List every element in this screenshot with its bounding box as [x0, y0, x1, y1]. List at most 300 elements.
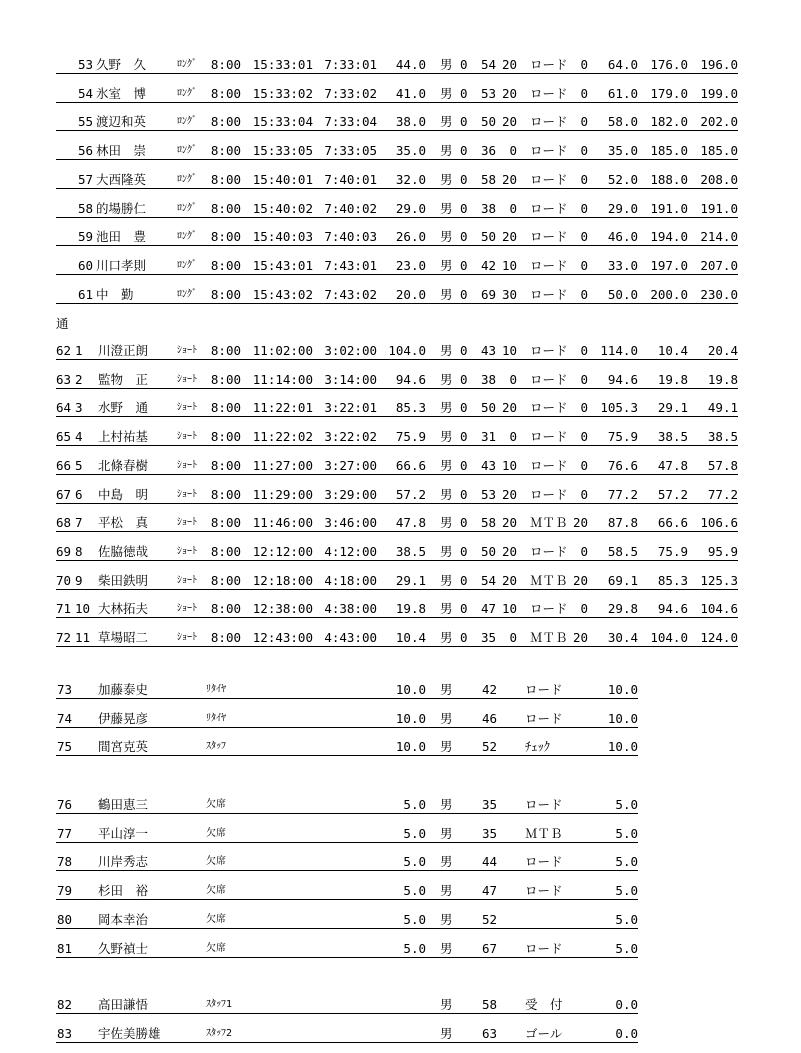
age-cell: 47: [480, 601, 496, 617]
name-cell: 久野禎士: [98, 940, 149, 956]
age-cell: 46: [482, 710, 498, 726]
course-cell: ｼｮｰﾄ: [177, 431, 197, 443]
zero-cell: 0: [460, 543, 468, 559]
bike-bonus-cell: 0: [580, 85, 588, 101]
start-cell: 8:00: [210, 429, 241, 445]
number-cell: 83: [57, 1025, 73, 1041]
number-cell: 78: [57, 854, 73, 870]
sex-cell: 男: [440, 257, 453, 273]
bike-bonus-cell: 0: [580, 286, 588, 302]
points-cell: 5.0: [403, 854, 426, 870]
age-cell: 63: [482, 1025, 498, 1041]
short-table-row: [0, 453, 801, 475]
bike-cell: ロード: [525, 710, 563, 726]
finish-cell: 12:18:00: [252, 572, 313, 588]
start-cell: 8:00: [210, 229, 241, 245]
bike-bonus-cell: 20: [572, 515, 588, 531]
start-cell: 8:00: [210, 200, 241, 216]
time-cell: 7:43:02: [324, 286, 377, 302]
name-cell: 加藤泰史: [98, 682, 149, 697]
zero-cell: 0: [460, 171, 468, 187]
bonus-cell: 0: [509, 371, 517, 387]
bike-cell: ロード: [530, 200, 568, 216]
sex-cell: 男: [440, 854, 453, 870]
status-cell: 欠席: [206, 827, 226, 839]
row-underline: [56, 217, 738, 218]
total-cell: 208.0: [700, 171, 738, 187]
finish-cell: 15:33:05: [252, 143, 313, 159]
total-cell: 214.0: [700, 229, 738, 245]
number-cell: 76: [57, 797, 73, 812]
bike-bonus-cell: 0: [580, 343, 588, 358]
start-cell: 8:00: [210, 486, 241, 502]
row-underline: [56, 589, 738, 590]
row-underline: [56, 899, 638, 900]
subtotal-cell: 87.8: [607, 515, 638, 531]
long-table-row: [0, 196, 801, 218]
number-cell: 55: [77, 114, 93, 130]
name-cell: 渡辺和英: [96, 114, 147, 130]
zero-cell: 0: [460, 229, 468, 245]
number-cell: 66: [56, 457, 72, 473]
absent-row: [0, 907, 801, 929]
total-cell: 191.0: [700, 200, 738, 216]
zero-cell: 0: [460, 457, 468, 473]
number-cell: 62: [56, 343, 72, 358]
cumulative-cell: 10.4: [657, 343, 688, 358]
start-cell: 8:00: [210, 457, 241, 473]
bonus-cell: 20: [501, 114, 517, 130]
points-cell: 104.0: [388, 343, 426, 358]
time-cell: 3:29:00: [324, 486, 377, 502]
total-cell: 77.2: [707, 486, 738, 502]
sex-cell: 男: [440, 739, 453, 755]
status-cell: 欠席: [206, 913, 226, 925]
subtotal-cell: 77.2: [607, 486, 638, 502]
age-cell: 52: [482, 739, 498, 755]
bike-bonus-cell: 0: [580, 601, 588, 617]
rank-cell: 7: [75, 515, 83, 531]
points-cell: 5.0: [403, 797, 426, 812]
finish-cell: 11:29:00: [252, 486, 313, 502]
absent-row: [0, 792, 801, 814]
cumulative-cell: 191.0: [650, 200, 688, 216]
cumulative-cell: 194.0: [650, 229, 688, 245]
number-cell: 73: [57, 682, 73, 697]
sex-cell: 男: [440, 429, 453, 445]
finish-cell: 15:33:04: [252, 114, 313, 130]
sex-cell: 男: [440, 400, 453, 416]
start-cell: 8:00: [210, 543, 241, 559]
points-cell: 47.8: [395, 515, 426, 531]
sex-cell: 男: [440, 825, 453, 841]
age-cell: 50: [480, 229, 496, 245]
number-cell: 60: [77, 257, 93, 273]
retire-row: [0, 677, 801, 699]
name-cell: 川澄正朗: [98, 343, 149, 358]
sex-cell: 男: [440, 486, 453, 502]
age-cell: 36: [480, 143, 496, 159]
rank-cell: 2: [75, 371, 83, 387]
bike-bonus-cell: 0: [580, 400, 588, 416]
zero-cell: 0: [460, 85, 468, 101]
age-cell: 31: [480, 429, 496, 445]
total-cell: 49.1: [707, 400, 738, 416]
name-cell: 監物 正: [98, 371, 149, 387]
bike-cell: ロード: [530, 286, 568, 302]
cumulative-cell: 94.6: [657, 601, 688, 617]
finish-cell: 15:40:02: [252, 200, 313, 216]
name-cell: 川岸秀志: [98, 854, 149, 870]
finish-cell: 15:33:01: [252, 57, 313, 72]
zero-cell: 0: [460, 601, 468, 617]
bike-cell: ロード: [530, 343, 568, 358]
bike-cell: ロード: [530, 143, 568, 159]
start-cell: 8:00: [210, 515, 241, 531]
bike-cell: ＭＴＢ: [530, 630, 568, 645]
sex-cell: 男: [440, 371, 453, 387]
course-cell: ｼｮｰﾄ: [177, 373, 197, 385]
row-underline: [56, 303, 738, 304]
cumulative-cell: 176.0: [650, 57, 688, 72]
number-cell: 71: [56, 601, 72, 617]
subtotal-cell: 69.1: [607, 572, 638, 588]
course-cell: ｼｮｰﾄ: [177, 488, 197, 500]
cumulative-cell: 104.0: [650, 630, 688, 645]
total-cell: 125.3: [700, 572, 738, 588]
subtotal-cell: 76.6: [607, 457, 638, 473]
subtotal-cell: 29.0: [607, 200, 638, 216]
status-cell: ﾘﾀｲﾔ: [206, 684, 226, 695]
time-cell: 7:33:05: [324, 143, 377, 159]
cumulative-cell: 85.3: [657, 572, 688, 588]
total-cell: 124.0: [700, 630, 738, 645]
rank-cell: 4: [75, 429, 83, 445]
points-cell: 32.0: [395, 171, 426, 187]
number-cell: 54: [77, 85, 93, 101]
name-cell: 柴田鉄明: [98, 572, 149, 588]
sex-cell: 男: [440, 940, 453, 956]
total-cell: 185.0: [700, 143, 738, 159]
course-cell: ﾛﾝｸﾞ: [177, 231, 197, 243]
total-cell: 38.5: [707, 429, 738, 445]
name-cell: 池田 豊: [96, 229, 147, 245]
sex-cell: 男: [440, 911, 453, 927]
course-cell: ﾛﾝｸﾞ: [177, 173, 197, 185]
cumulative-cell: 29.1: [657, 400, 688, 416]
sex-cell: 男: [440, 171, 453, 187]
bike-cell: ロード: [525, 883, 563, 899]
subtotal-cell: 58.0: [607, 114, 638, 130]
sex-cell: 男: [440, 85, 453, 101]
row-underline: [56, 274, 738, 275]
age-cell: 42: [482, 682, 498, 697]
course-cell: ｼｮｰﾄ: [177, 345, 197, 356]
name-cell: 伊藤晃彦: [98, 710, 149, 726]
points-cell: 29.0: [395, 200, 426, 216]
finish-cell: 15:43:02: [252, 286, 313, 302]
sex-cell: 男: [440, 883, 453, 899]
time-cell: 3:02:00: [324, 343, 377, 358]
number-cell: 59: [77, 229, 93, 245]
bike-cell: ロード: [530, 257, 568, 273]
course-cell: ｼｮｰﾄ: [177, 459, 197, 471]
start-cell: 8:00: [210, 400, 241, 416]
retire-row: [0, 706, 801, 728]
course-cell: ｼｮｰﾄ: [177, 545, 197, 557]
sex-cell: 男: [440, 229, 453, 245]
bonus-cell: 20: [501, 572, 517, 588]
row-underline: [56, 957, 638, 958]
name-cell: 北條春樹: [98, 457, 149, 473]
finish-cell: 12:43:00: [252, 630, 313, 645]
finish-cell: 12:38:00: [252, 601, 313, 617]
long-table-row: [0, 224, 801, 246]
finish-cell: 15:40:01: [252, 171, 313, 187]
age-cell: 47: [482, 883, 498, 899]
bonus-cell: 30: [501, 286, 517, 302]
row-underline: [56, 813, 638, 814]
number-cell: 61: [77, 286, 93, 302]
start-cell: 8:00: [210, 143, 241, 159]
total-cell: 230.0: [700, 286, 738, 302]
sex-cell: 男: [440, 143, 453, 159]
points-cell: 5.0: [403, 883, 426, 899]
number-cell: 68: [56, 515, 72, 531]
time-cell: 3:46:00: [324, 515, 377, 531]
age-cell: 38: [480, 371, 496, 387]
bike-cell: ロード: [530, 486, 568, 502]
bike-cell: ロード: [530, 400, 568, 416]
status-cell: 欠席: [206, 942, 226, 954]
bike-cell: ロード: [530, 429, 568, 445]
points-cell: 10.0: [395, 710, 426, 726]
number-cell: 77: [57, 825, 73, 841]
rank-cell: 6: [75, 486, 83, 502]
bonus-cell: 0: [509, 143, 517, 159]
points-cell: 38.5: [395, 543, 426, 559]
bonus-cell: 20: [501, 400, 517, 416]
short-table-row: [0, 482, 801, 504]
bike-cell: ﾁｪｯｸ: [525, 739, 551, 755]
status-cell: ｽﾀｯﾌ: [206, 741, 226, 753]
time-cell: 4:12:00: [324, 543, 377, 559]
bonus-cell: 20: [501, 85, 517, 101]
absent-row: [0, 821, 801, 843]
total-cell: 106.6: [700, 515, 738, 531]
cumulative-cell: 182.0: [650, 114, 688, 130]
course-cell: ﾛﾝｸﾞ: [177, 116, 197, 128]
number-cell: 65: [56, 429, 72, 445]
bonus-cell: 10: [501, 257, 517, 273]
age-cell: 69: [480, 286, 496, 302]
finish-cell: 11:46:00: [252, 515, 313, 531]
cumulative-cell: 185.0: [650, 143, 688, 159]
bike-bonus-cell: 0: [580, 200, 588, 216]
time-cell: 7:33:01: [324, 57, 377, 72]
cumulative-cell: 75.9: [657, 543, 688, 559]
bonus-cell: 0: [509, 200, 517, 216]
start-cell: 8:00: [210, 630, 241, 645]
start-cell: 8:00: [210, 572, 241, 588]
name-cell: 高田謙悟: [98, 997, 149, 1012]
zero-cell: 0: [460, 400, 468, 416]
name-cell: 中島 明: [98, 486, 149, 502]
row-underline: [56, 842, 638, 843]
row-underline: [56, 727, 638, 728]
row-underline: [56, 73, 738, 74]
total-cell: 19.8: [707, 371, 738, 387]
row-underline: [56, 130, 738, 131]
total-cell: 104.6: [700, 601, 738, 617]
finish-cell: 11:02:00: [252, 343, 313, 358]
points-cell: 20.0: [395, 286, 426, 302]
course-cell: ﾛﾝｸﾞ: [177, 59, 197, 70]
age-cell: 54: [480, 572, 496, 588]
bike-cell: ロード: [525, 682, 563, 697]
time-cell: 4:43:00: [324, 630, 377, 645]
bike-cell: ロード: [530, 57, 568, 72]
name-cell: 水野 通: [98, 400, 149, 416]
time-cell: 7:40:01: [324, 171, 377, 187]
start-cell: 8:00: [210, 257, 241, 273]
age-cell: 43: [480, 457, 496, 473]
points-cell: 19.8: [395, 601, 426, 617]
course-cell: ｼｮｰﾄ: [177, 574, 197, 586]
total-cell: 95.9: [707, 543, 738, 559]
bike-cell: 受 付: [525, 997, 563, 1012]
row-underline: [56, 245, 738, 246]
time-cell: 3:27:00: [324, 457, 377, 473]
number-cell: 80: [57, 911, 73, 927]
zero-cell: 0: [460, 486, 468, 502]
age-cell: 53: [480, 85, 496, 101]
points-cell: 23.0: [395, 257, 426, 273]
row-underline: [56, 560, 738, 561]
status-cell: 欠席: [206, 799, 226, 810]
bike-cell: ロード: [530, 457, 568, 473]
row-underline: [56, 416, 738, 417]
start-cell: 8:00: [210, 171, 241, 187]
age-cell: 53: [480, 486, 496, 502]
time-cell: 3:22:02: [324, 429, 377, 445]
number-cell: 63: [56, 371, 72, 387]
subtotal-cell: 58.5: [607, 543, 638, 559]
number-cell: 81: [57, 940, 73, 956]
short-table-row: [0, 510, 801, 532]
row-underline: [56, 617, 738, 618]
subtotal-cell: 114.0: [600, 343, 638, 358]
finish-cell: 15:33:02: [252, 85, 313, 101]
name-cell: 中 勤: [96, 286, 134, 302]
total-cell: 0.0: [615, 1025, 638, 1041]
points-cell: 75.9: [395, 429, 426, 445]
start-cell: 8:00: [210, 371, 241, 387]
retire-row: [0, 734, 801, 756]
sex-cell: 男: [440, 286, 453, 302]
rank-cell: 1: [75, 343, 83, 358]
bonus-cell: 20: [501, 171, 517, 187]
bike-cell: ロード: [530, 543, 568, 559]
sex-cell: 男: [440, 710, 453, 726]
total-cell: 5.0: [615, 940, 638, 956]
bike-bonus-cell: 0: [580, 57, 588, 72]
subtotal-cell: 33.0: [607, 257, 638, 273]
bonus-cell: 0: [509, 630, 517, 645]
bonus-cell: 10: [501, 457, 517, 473]
number-cell: 64: [56, 400, 72, 416]
subtotal-cell: 50.0: [607, 286, 638, 302]
name-cell: 平松 真: [98, 515, 149, 531]
time-cell: 7:33:02: [324, 85, 377, 101]
finish-cell: 11:22:02: [252, 429, 313, 445]
total-cell: 5.0: [615, 854, 638, 870]
bike-cell: ロード: [525, 854, 563, 870]
name-cell: 的場勝仁: [96, 200, 147, 216]
age-cell: 58: [480, 171, 496, 187]
row-underline: [56, 870, 638, 871]
row-underline: [56, 159, 738, 160]
age-cell: 44: [482, 854, 498, 870]
start-cell: 8:00: [210, 114, 241, 130]
course-cell: ﾛﾝｸﾞ: [177, 145, 197, 157]
zero-cell: 0: [460, 515, 468, 531]
age-cell: 43: [480, 343, 496, 358]
name-cell: 岡本幸治: [98, 911, 149, 927]
finish-cell: 12:12:00: [252, 543, 313, 559]
course-cell: ｼｮｰﾄ: [177, 632, 197, 643]
start-cell: 8:00: [210, 343, 241, 358]
bike-bonus-cell: 0: [580, 486, 588, 502]
bonus-cell: 10: [501, 601, 517, 617]
bike-bonus-cell: 0: [580, 457, 588, 473]
bike-cell: ロード: [530, 85, 568, 101]
points-cell: 44.0: [395, 57, 426, 72]
sex-cell: 男: [440, 543, 453, 559]
name-cell: 林田 崇: [96, 143, 147, 159]
points-cell: 66.6: [395, 457, 426, 473]
short-table-row: [0, 367, 801, 389]
bike-bonus-cell: 0: [580, 371, 588, 387]
sex-cell: 男: [440, 797, 453, 812]
bike-cell: ロード: [530, 371, 568, 387]
subtotal-cell: 46.0: [607, 229, 638, 245]
name-cell: 鶴田恵三: [98, 797, 149, 812]
section-label-row: [0, 311, 801, 333]
age-cell: 58: [480, 515, 496, 531]
sex-cell: 男: [440, 601, 453, 617]
points-cell: 10.4: [395, 630, 426, 645]
total-cell: 207.0: [700, 257, 738, 273]
sex-cell: 男: [440, 1025, 453, 1041]
cumulative-cell: 179.0: [650, 85, 688, 101]
age-cell: 50: [480, 114, 496, 130]
sex-cell: 男: [440, 682, 453, 697]
zero-cell: 0: [460, 286, 468, 302]
time-cell: 4:38:00: [324, 601, 377, 617]
number-cell: 57: [77, 171, 93, 187]
subtotal-cell: 29.8: [607, 601, 638, 617]
total-cell: 5.0: [615, 825, 638, 841]
name-cell: 草場昭二: [98, 630, 149, 645]
bonus-cell: 0: [509, 429, 517, 445]
age-cell: 35: [480, 630, 496, 645]
course-cell: ﾛﾝｸﾞ: [177, 87, 197, 99]
short-table-row: [0, 424, 801, 446]
row-underline: [56, 102, 738, 103]
row-underline: [56, 531, 738, 532]
number-cell: 72: [56, 630, 72, 645]
